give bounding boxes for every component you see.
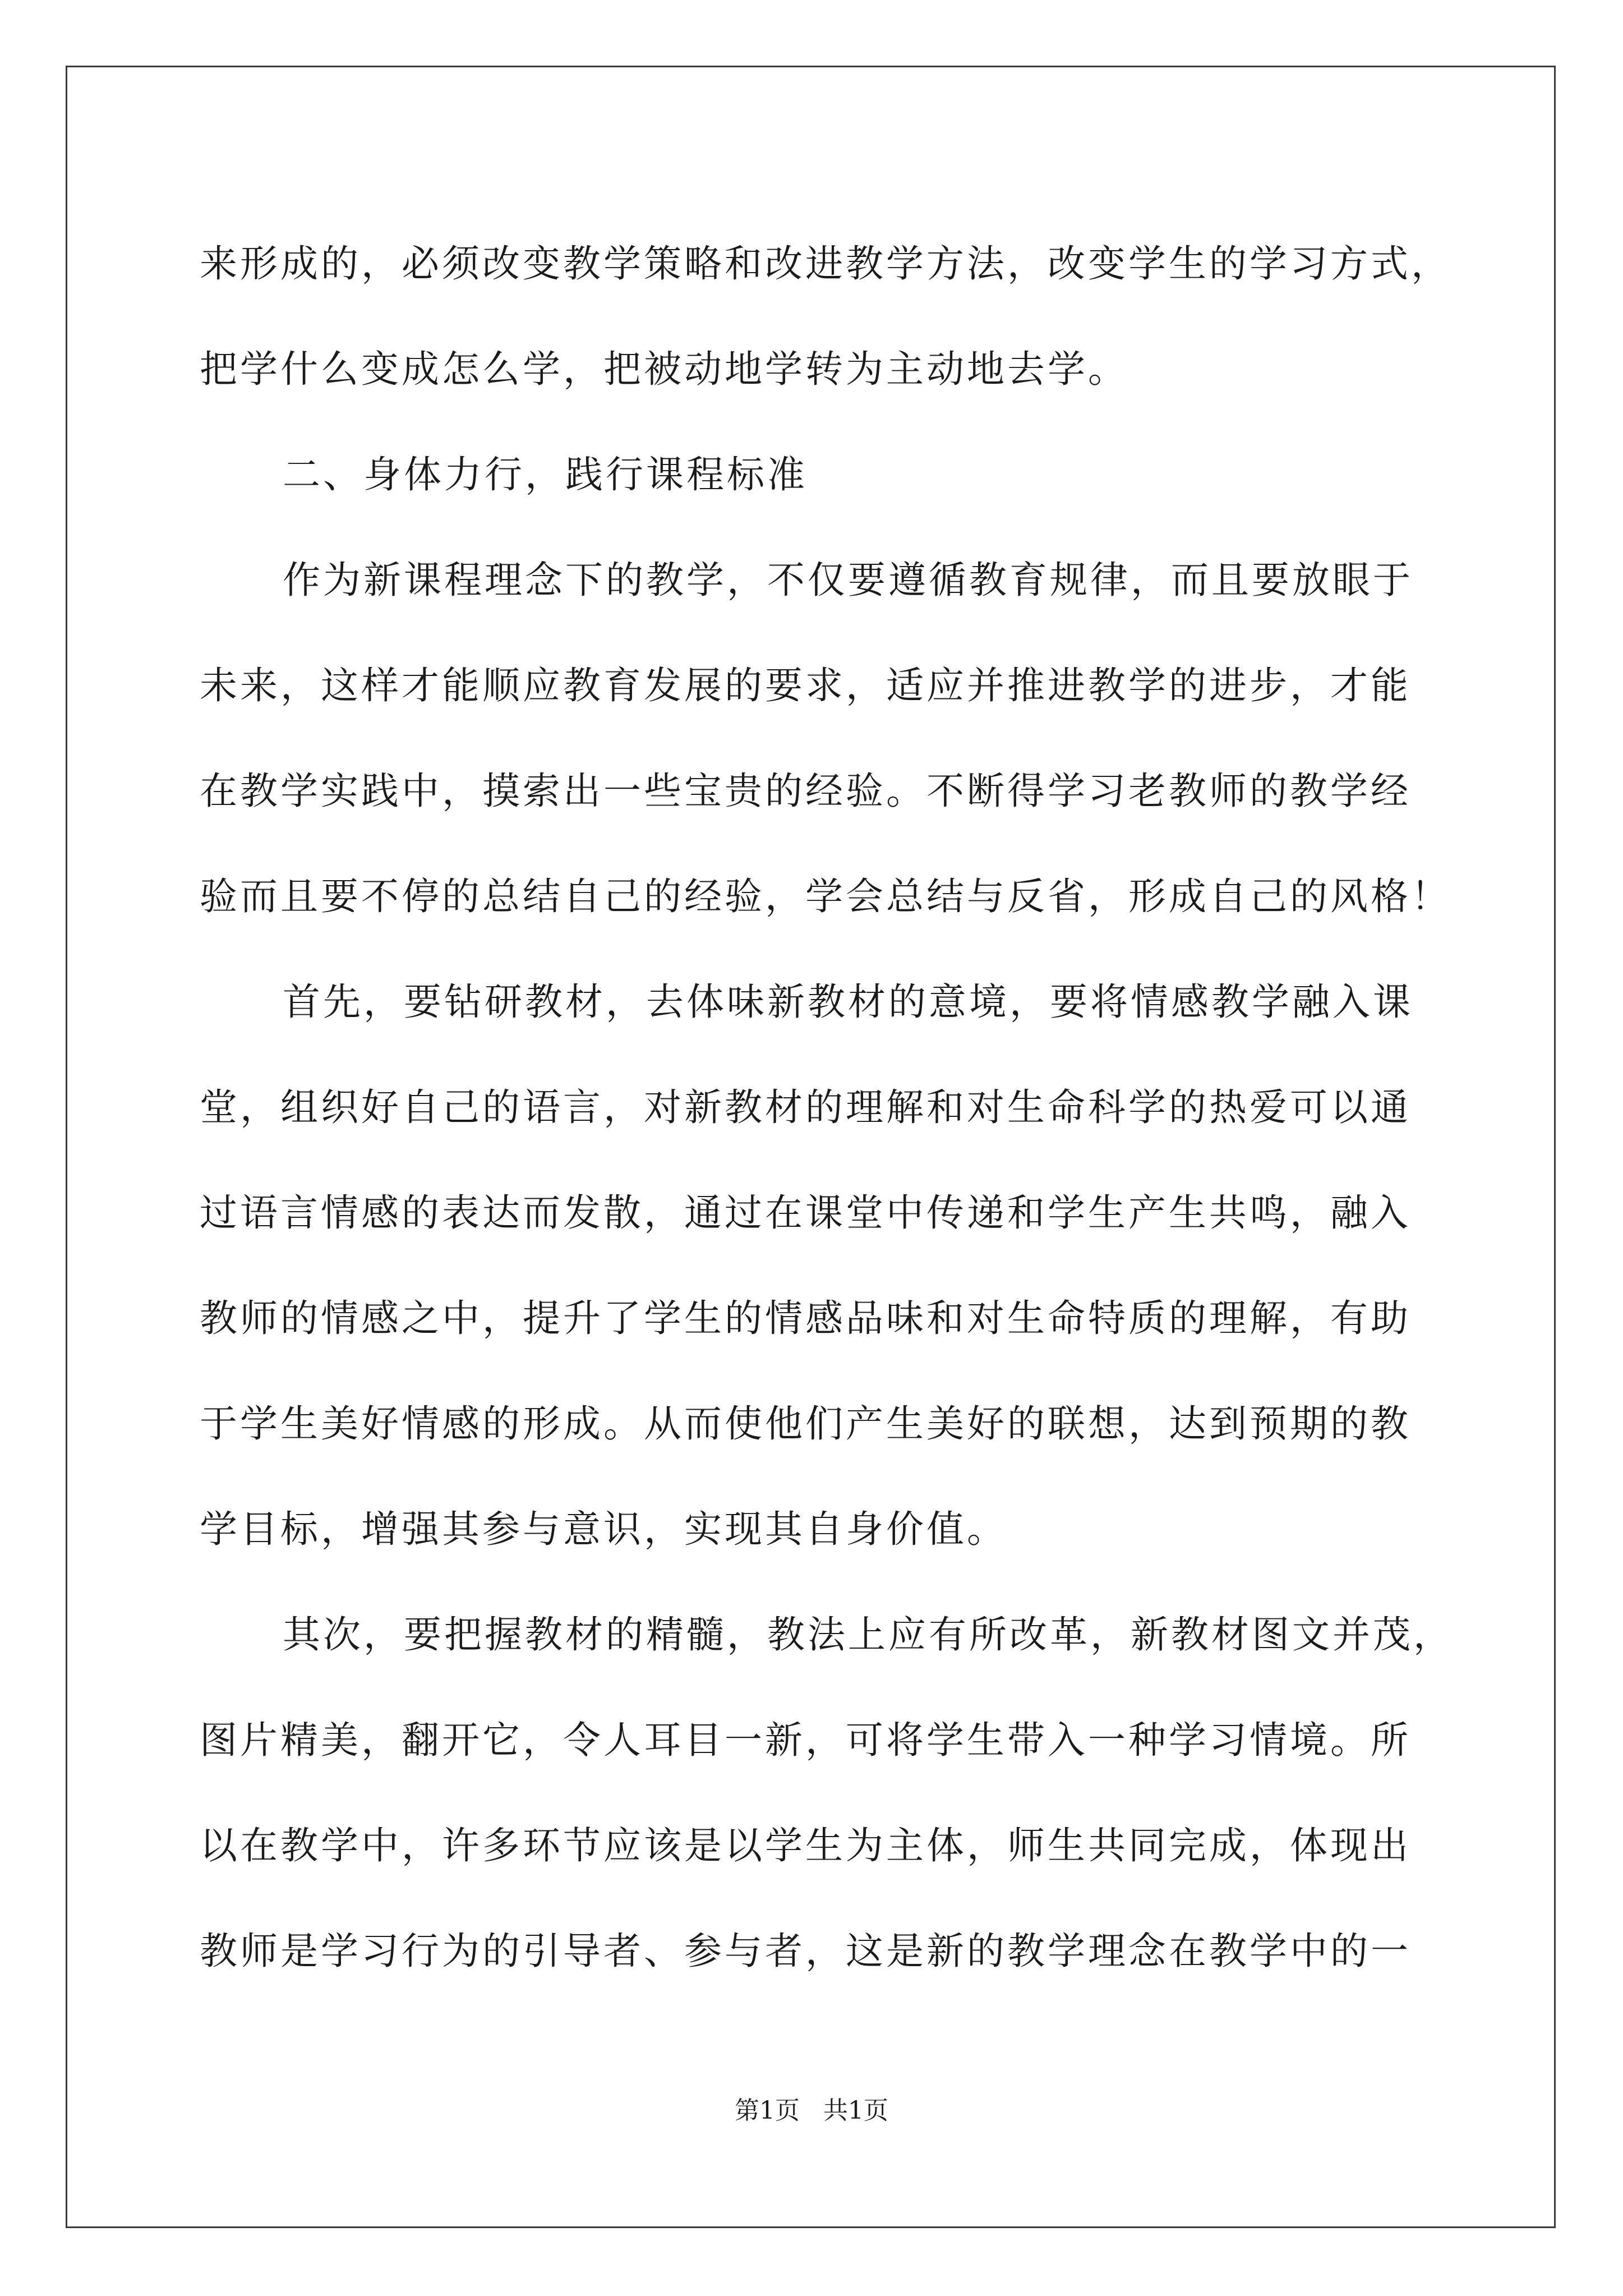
text-line: 过语言情感的表达而发散，通过在课堂中传递和学生产生共鸣，融入 [200,1191,1411,1235]
text-line: 图片精美，翻开它，令人耳目一新，可将学生带入一种学习情境。所 [200,1718,1411,1762]
text-line: 于学生美好情感的形成。从而使他们产生美好的联想，达到预期的教 [200,1402,1411,1446]
text-line: 验而且要不停的总结自己的经验，学会总结与反省，形成自己的风格！ [200,875,1451,918]
text-line: 在教学实践中，摸索出一些宝贵的经验。不断得学习老教师的教学经 [200,769,1411,813]
text-line: 把学什么变成怎么学，把被动地学转为主动地去学。 [200,347,1128,391]
text-line: 学目标，增强其参与意识，实现其自身价值。 [200,1507,1007,1551]
text-line: 来形成的，必须改变教学策略和改进教学方法，改变学生的学习方式， [200,242,1451,286]
text-line: 未来，这样才能顺应教育发展的要求，适应并推进教学的进步，才能 [200,664,1411,707]
text-line: 首先，要钻研教材，去体味新教材的意境，要将情感教学融入课 [283,980,1413,1024]
text-line: 教师是学习行为的引导者、参与者，这是新的教学理念在教学中的一 [200,1929,1411,1973]
page-number-footer: 第1页 共1页 [735,2096,888,2125]
document-body [200,211,1454,2004]
text-line: 作为新课程理念下的教学，不仅要遵循教育规律，而且要放眼于 [283,558,1413,602]
text-line: 以在教学中，许多环节应该是以学生为主体，师生共同完成，体现出 [200,1824,1411,1867]
text-line: 其次，要把握教材的精髓，教法上应有所改革，新教材图文并茂， [283,1613,1454,1657]
section-heading: 二、身体力行，践行课程标准 [283,453,808,496]
text-line: 堂，组织好自己的语言，对新教材的理解和对生命科学的热爱可以通 [200,1085,1411,1129]
text-line: 教师的情感之中，提升了学生的情感品味和对生命特质的理解，有助 [200,1296,1411,1340]
